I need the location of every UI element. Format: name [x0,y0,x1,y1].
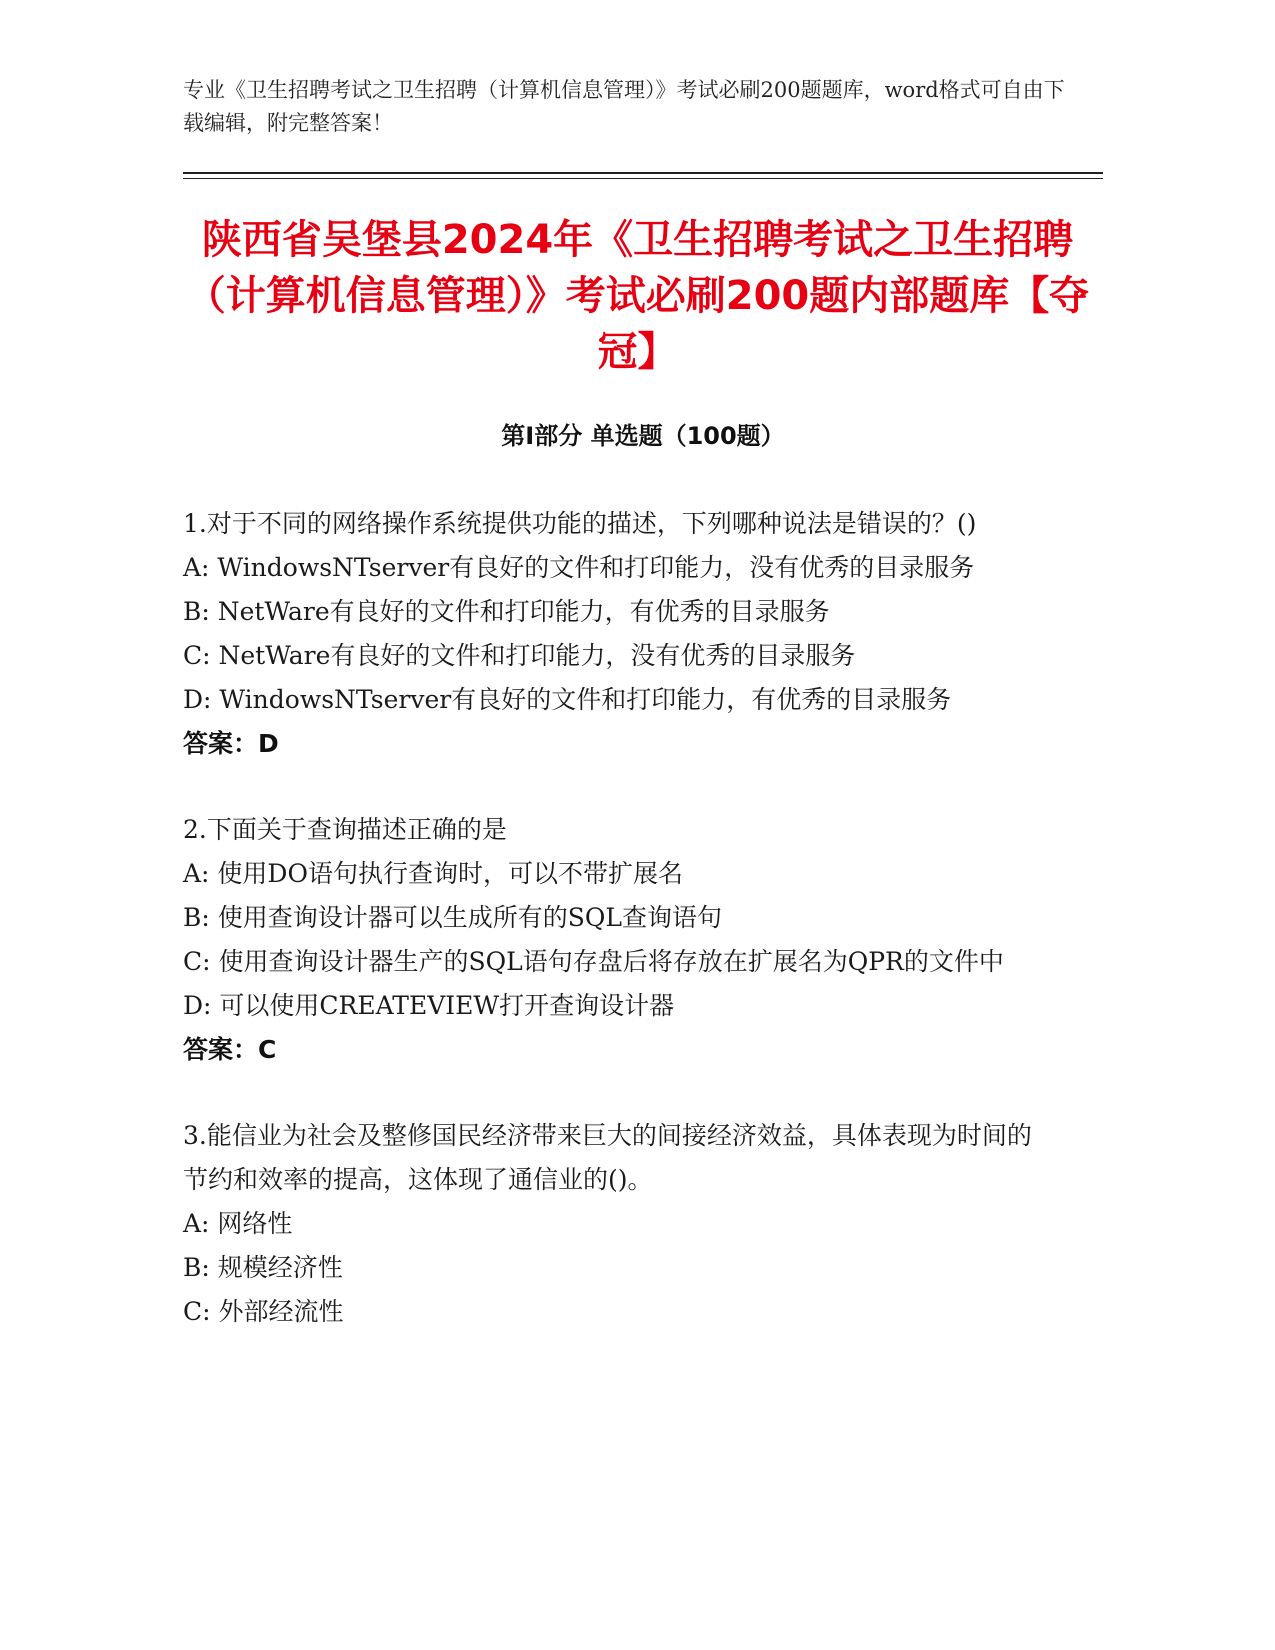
answer: 答案：D [183,729,279,758]
header-rule-thin [183,178,1103,179]
question-3 [183,1114,1033,1334]
option-d: D: 可以使用CREATEVIEW打开查询设计器 [183,991,675,1020]
option-c: C: NetWare有良好的文件和打印能力，没有优秀的目录服务 [183,641,856,670]
document-title: 陕西省吴堡县2024年《卫生招聘考试之卫生招聘（计算机信息管理）》考试必刷200题内部题库【夺冠】 [185,217,1090,375]
question-stem: 1.对于不同的网络操作系统提供功能的描述，下列哪种说法是错误的？() [183,509,977,538]
question-list [183,502,1033,1376]
option-a: A: 使用DO语句执行查询时，可以不带扩展名 [183,859,683,888]
question-stem: 2.下面关于查询描述正确的是 [183,815,507,844]
answer: 答案：C [183,1035,277,1064]
option-a: A: 网络性 [183,1209,293,1238]
option-b: B: 使用查询设计器可以生成所有的SQL查询语句 [183,903,722,932]
question-2 [183,808,1033,1072]
option-a: A: WindowsNTserver有良好的文件和打印能力，没有优秀的目录服务 [183,553,975,582]
option-d: D: WindowsNTserver有良好的文件和打印能力，有优秀的目录服务 [183,685,952,714]
option-b: B: NetWare有良好的文件和打印能力，有优秀的目录服务 [183,597,830,626]
option-c: C: 使用查询设计器生产的SQL语句存盘后将存放在扩展名为QPR的文件中 [183,947,1004,976]
question-1 [183,502,1033,766]
header-note: 专业《卫生招聘考试之卫生招聘（计算机信息管理）》考试必刷200题题库，word格式可自由下载编辑，附完整答案！ [183,78,1065,135]
section-title: 第Ⅰ部分 单选题（100题） [501,422,785,450]
header-rule-thick [183,172,1103,174]
option-c: C: 外部经流性 [183,1297,344,1326]
option-b: B: 规模经济性 [183,1253,343,1282]
question-stem: 3.能信业为社会及整修国民经济带来巨大的间接经济效益，具体表现为时间的节约和效率的提高，这体现了通信业的()。 [183,1121,1032,1194]
